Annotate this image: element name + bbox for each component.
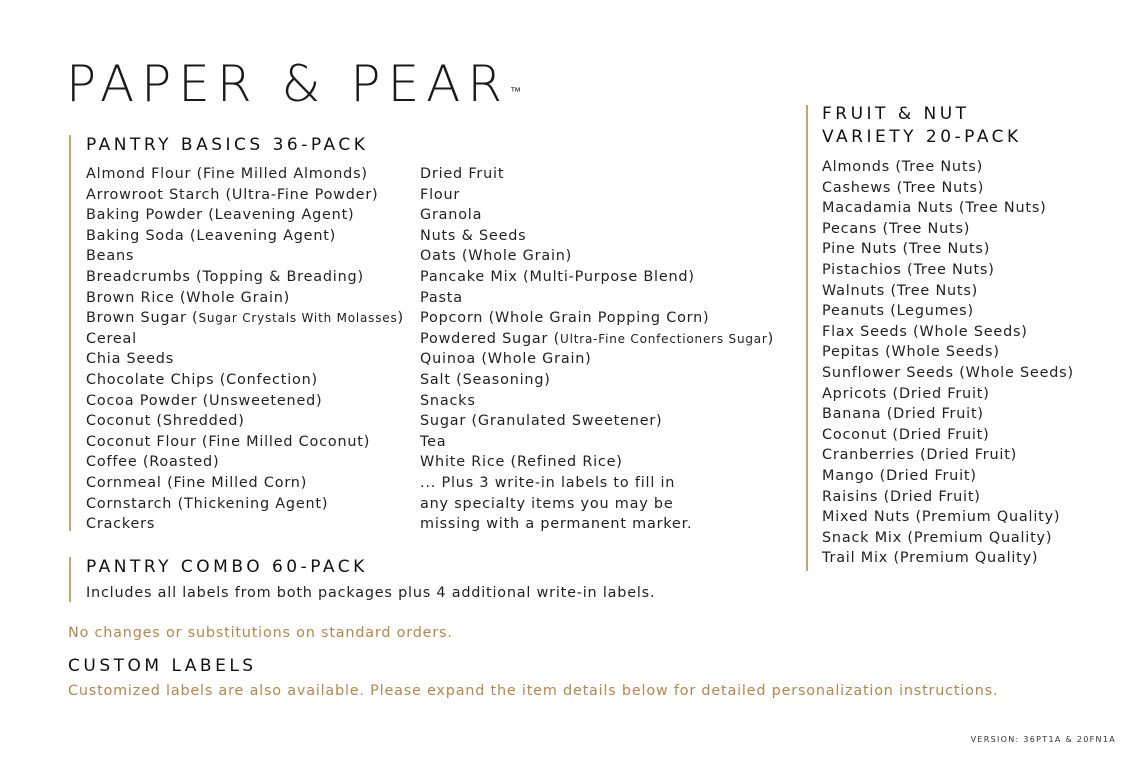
list-item xyxy=(86,308,404,329)
list-item-text: Chocolate Chips (Confection) xyxy=(86,371,318,388)
list-item xyxy=(86,246,404,267)
list-item xyxy=(86,473,404,494)
trademark-symbol: ™ xyxy=(510,85,522,98)
list-item xyxy=(86,185,404,206)
fruit-nut-title-line2: VARIETY 20-PACK xyxy=(822,127,1022,147)
list-item xyxy=(420,494,774,515)
list-item xyxy=(420,226,774,247)
list-item-close-paren: ) xyxy=(767,330,775,347)
fruit-nut-accent-bar xyxy=(806,105,808,571)
pantry-basics-title: PANTRY BASICS 36-PACK xyxy=(86,135,369,155)
list-item xyxy=(420,473,774,494)
list-item xyxy=(86,411,404,432)
list-item xyxy=(86,432,404,453)
list-item-text: any specialty items you may be xyxy=(420,495,674,512)
list-item-text: Oats (Whole Grain) xyxy=(420,248,573,265)
list-item xyxy=(420,452,774,473)
list-item: Pepitas (Whole Seeds) xyxy=(822,344,1000,361)
custom-labels-description: Customized labels are also available. Please expand the item details below for detailed personalization instructions. xyxy=(68,683,999,699)
list-item xyxy=(86,391,404,412)
pantry-combo-accent-bar xyxy=(69,557,71,602)
list-item: Trail Mix (Premium Quality) xyxy=(822,550,1039,567)
list-item: Mixed Nuts (Premium Quality) xyxy=(822,509,1061,526)
list-item-text: Baking Powder (Leavening Agent) xyxy=(86,207,355,224)
list-item-text: Nuts & Seeds xyxy=(420,227,527,244)
fruit-nut-title-line1: FRUIT & NUT xyxy=(822,104,970,124)
pantry-basics-list-col2 xyxy=(420,164,774,535)
list-item-detail: Sugar Crystals With Molasses xyxy=(198,311,398,326)
list-item xyxy=(420,205,774,226)
list-item xyxy=(420,432,774,453)
list-item-text: Flour xyxy=(420,186,461,203)
list-item xyxy=(420,164,774,185)
list-item: Raisins (Dried Fruit) xyxy=(822,488,981,505)
list-item xyxy=(86,349,404,370)
list-item xyxy=(420,349,774,370)
list-item-text: missing with a permanent marker. xyxy=(420,516,693,533)
version-label: VERSION: 36PT1A & 20FN1A xyxy=(970,735,1116,744)
list-item xyxy=(420,246,774,267)
list-item xyxy=(86,164,404,185)
list-item xyxy=(86,329,404,350)
list-item: Peanuts (Legumes) xyxy=(822,303,974,320)
list-item xyxy=(86,267,404,288)
list-item-text: Quinoa (Whole Grain) xyxy=(420,351,592,368)
brand-logo xyxy=(66,52,521,116)
list-item: Almonds (Tree Nuts) xyxy=(822,159,984,175)
list-item-text: Granola xyxy=(420,207,483,224)
list-item-text: Pasta xyxy=(420,289,463,306)
list-item xyxy=(420,329,774,350)
list-item-text: Dried Fruit xyxy=(420,166,505,182)
list-item-text: Coconut Flour (Fine Milled Coconut) xyxy=(86,433,371,450)
list-item xyxy=(86,205,404,226)
list-item-text: Tea xyxy=(420,433,447,450)
list-item-text: Cocoa Powder (Unsweetened) xyxy=(86,392,323,409)
list-item: Apricots (Dried Fruit) xyxy=(822,385,990,402)
list-item-text: Brown Sugar ( xyxy=(86,310,199,327)
list-item xyxy=(86,226,404,247)
list-item xyxy=(420,411,774,432)
list-item: Mango (Dried Fruit) xyxy=(822,467,977,484)
list-item-text: Salt (Seasoning) xyxy=(420,371,551,388)
list-item-text: Breadcrumbs (Topping & Breading) xyxy=(86,268,364,285)
list-item-detail: Ultra-Fine Confectioners Sugar xyxy=(560,331,768,346)
list-item xyxy=(420,185,774,206)
list-item-close-paren: ) xyxy=(397,310,404,327)
list-item-text: Pancake Mix (Multi-Purpose Blend) xyxy=(420,268,695,285)
list-item-text: Cereal xyxy=(86,330,137,347)
list-item: Snack Mix (Premium Quality) xyxy=(822,529,1053,546)
list-item-text: Beans xyxy=(86,248,135,265)
list-item xyxy=(420,391,774,412)
list-item xyxy=(86,288,404,309)
fruit-nut-list xyxy=(822,157,1074,569)
list-item-text: Almond Flour (Fine Milled Almonds) xyxy=(86,166,368,182)
list-item xyxy=(420,514,774,535)
list-item: Cranberries (Dried Fruit) xyxy=(822,447,1018,464)
pantry-combo-description: Includes all labels from both packages plus 4 additional write-in labels. xyxy=(86,585,656,601)
list-item-text: ... Plus 3 write-in labels to fill in xyxy=(420,474,676,491)
list-item: Sunflower Seeds (Whole Seeds) xyxy=(822,364,1074,381)
list-item xyxy=(86,514,404,535)
list-item-text: Coffee (Roasted) xyxy=(86,454,220,471)
list-item: Pecans (Tree Nuts) xyxy=(822,220,971,237)
list-item: Coconut (Dried Fruit) xyxy=(822,426,990,443)
list-item-text: Powdered Sugar ( xyxy=(420,330,561,347)
list-item: Cashews (Tree Nuts) xyxy=(822,179,985,196)
list-item-text: Crackers xyxy=(86,516,156,533)
list-item xyxy=(86,370,404,391)
list-item xyxy=(86,494,404,515)
list-item: Pine Nuts (Tree Nuts) xyxy=(822,241,991,258)
list-item-text: Brown Rice (Whole Grain) xyxy=(86,289,291,306)
list-item-text: Popcorn (Whole Grain Popping Corn) xyxy=(420,310,710,327)
list-item xyxy=(420,308,774,329)
list-item-text: Baking Soda (Leavening Agent) xyxy=(86,227,337,244)
brand-name: PAPER & PEAR xyxy=(66,55,510,113)
list-item xyxy=(420,267,774,288)
list-item-text: Cornmeal (Fine Milled Corn) xyxy=(86,474,308,491)
list-item-text: Snacks xyxy=(420,392,476,409)
list-item: Macadamia Nuts (Tree Nuts) xyxy=(822,200,1047,217)
custom-labels-title: CUSTOM LABELS xyxy=(68,656,257,676)
list-item xyxy=(420,370,774,391)
list-item: Pistachios (Tree Nuts) xyxy=(822,261,995,278)
list-item-text: Chia Seeds xyxy=(86,351,175,368)
list-item-text: Cornstarch (Thickening Agent) xyxy=(86,495,329,512)
list-item xyxy=(86,452,404,473)
list-item-text: Arrowroot Starch (Ultra-Fine Powder) xyxy=(86,186,379,203)
no-changes-note: No changes or substitutions on standard orders. xyxy=(68,625,453,641)
list-item xyxy=(420,288,774,309)
list-item: Walnuts (Tree Nuts) xyxy=(822,282,979,299)
list-item: Flax Seeds (Whole Seeds) xyxy=(822,323,1028,340)
list-item-text: Sugar (Granulated Sweetener) xyxy=(420,413,663,430)
pantry-basics-accent-bar xyxy=(69,135,71,531)
list-item: Banana (Dried Fruit) xyxy=(822,406,984,423)
pantry-basics-list-col1 xyxy=(86,164,404,535)
list-item-text: White Rice (Refined Rice) xyxy=(420,454,623,471)
pantry-combo-title: PANTRY COMBO 60-PACK xyxy=(86,557,368,577)
list-item-text: Coconut (Shredded) xyxy=(86,413,245,430)
